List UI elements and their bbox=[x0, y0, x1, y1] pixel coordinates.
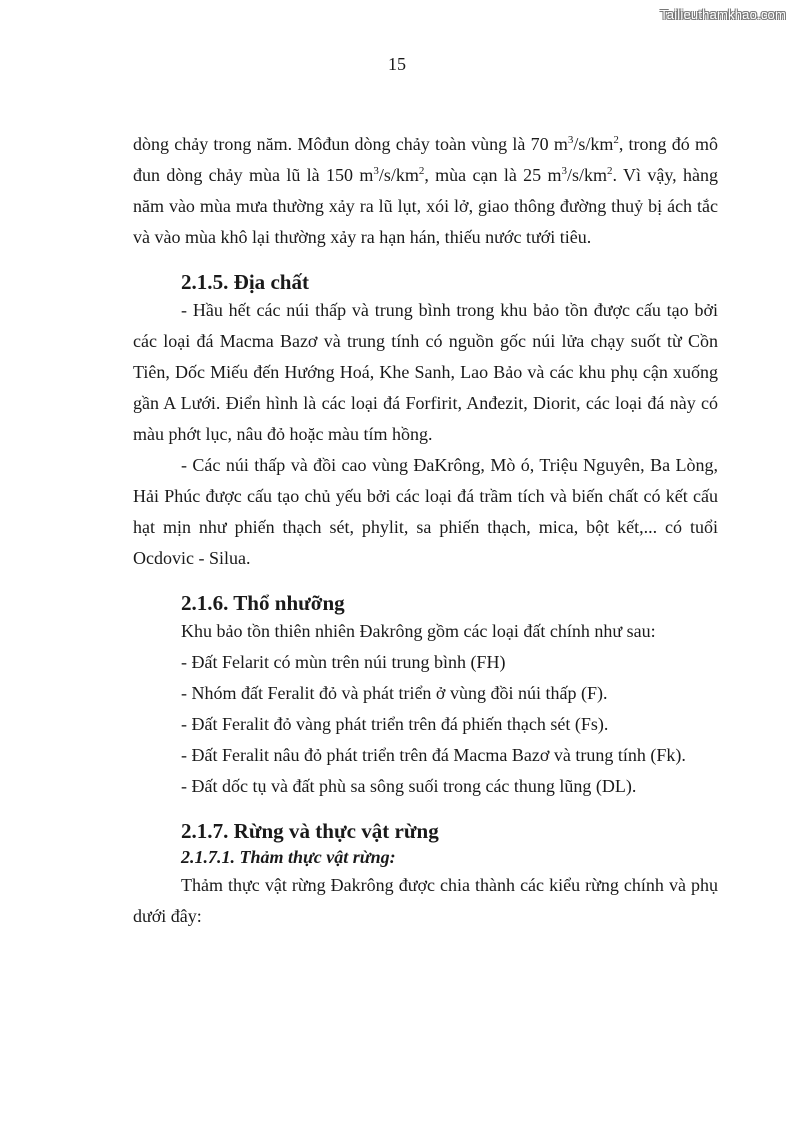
soil-list-item: - Đất dốc tụ và đất phù sa sông suối trong các thung lũng (DL). bbox=[181, 776, 637, 796]
intro-text-2: /s/km bbox=[573, 134, 614, 154]
superscript: 3 bbox=[567, 134, 574, 146]
soil-list-item: - Nhóm đất Feralit đỏ và phát triển ở vùng đồi núi thấp (F). bbox=[181, 683, 608, 703]
document-body bbox=[133, 129, 718, 932]
intro-text-6: /s/km bbox=[567, 165, 608, 185]
intro-text-1: dòng chảy trong năm. Môđun dòng chảy toàn vùng là 70 m bbox=[133, 134, 568, 154]
intro-text-4: /s/km bbox=[378, 165, 419, 185]
superscript: 2 bbox=[418, 165, 425, 177]
superscript: 2 bbox=[607, 165, 613, 177]
forest-heading: 2.1.7. Rừng và thực vật rừng bbox=[181, 819, 439, 843]
soil-heading: 2.1.6. Thổ nhưỡng bbox=[181, 591, 345, 615]
page-number: 15 bbox=[388, 54, 406, 74]
intro-text-3: , trong đó mô đun dòng chảy mùa lũ là 150 m bbox=[133, 134, 718, 185]
soil-list-item: - Đất Feralit đỏ vàng phát triển trên đá phiến thạch sét (Fs). bbox=[181, 714, 609, 734]
soil-list-item: - Đất Felarit có mùn trên núi trung bình (FH) bbox=[181, 652, 506, 672]
superscript: 3 bbox=[561, 165, 567, 177]
forest-paragraph: Thảm thực vật rừng Đakrông được chia thành các kiểu rừng chính và phụ dưới đây: bbox=[133, 875, 718, 926]
intro-text-7: . Vì vậy, hàng năm vào mùa mưa thường xảy ra lũ lụt, xói lở, giao thông đường thuỷ bị ách tắc và vào mùa khô lại thường xảy ra hạn hán, thiếu nước tưới tiêu. bbox=[133, 165, 719, 247]
geology-paragraph-2: - Các núi thấp và đồi cao vùng ĐaKrông, Mò ó, Triệu Nguyên, Ba Lòng, Hải Phúc được cấu tạo chủ yếu bởi các loại đá trầm tích và biến chất có kết cấu hạt mịn như phiến thạch sét, phylit, sa phiến thạch, mica, bột kết,... có tuổi Ocdovic - Silua. bbox=[133, 455, 718, 568]
forest-subheading: 2.1.7.1. Thảm thực vật rừng: bbox=[181, 847, 396, 867]
superscript: 3 bbox=[373, 165, 379, 177]
intro-paragraph bbox=[133, 129, 718, 253]
intro-text-5: , mùa cạn là 25 m bbox=[424, 165, 562, 185]
superscript: 2 bbox=[613, 134, 619, 146]
watermark-text: Tailieuthamkhao.com bbox=[660, 7, 786, 22]
soil-intro: Khu bảo tồn thiên nhiên Đakrông gồm các loại đất chính như sau: bbox=[181, 621, 656, 641]
geology-heading: 2.1.5. Địa chất bbox=[181, 270, 310, 294]
soil-list-item: - Đất Feralit nâu đỏ phát triển trên đá Macma Bazơ và trung tính (Fk). bbox=[181, 745, 686, 765]
geology-paragraph-1: - Hầu hết các núi thấp và trung bình trong khu bảo tồn được cấu tạo bởi các loại đá Macma Bazơ và trung tính có nguồn gốc núi lửa chạy suốt từ Cồn Tiên, Dốc Miếu đến Hướng Hoá, Khe Sanh, Lao Bảo và các khu phụ cận xuống gần A Lưới. Điển hình là các loại đá Forfirit, Anđezit, Diorit, các loại đá này có màu phớt lục, nâu đỏ hoặc màu tím hồng. bbox=[133, 300, 718, 444]
